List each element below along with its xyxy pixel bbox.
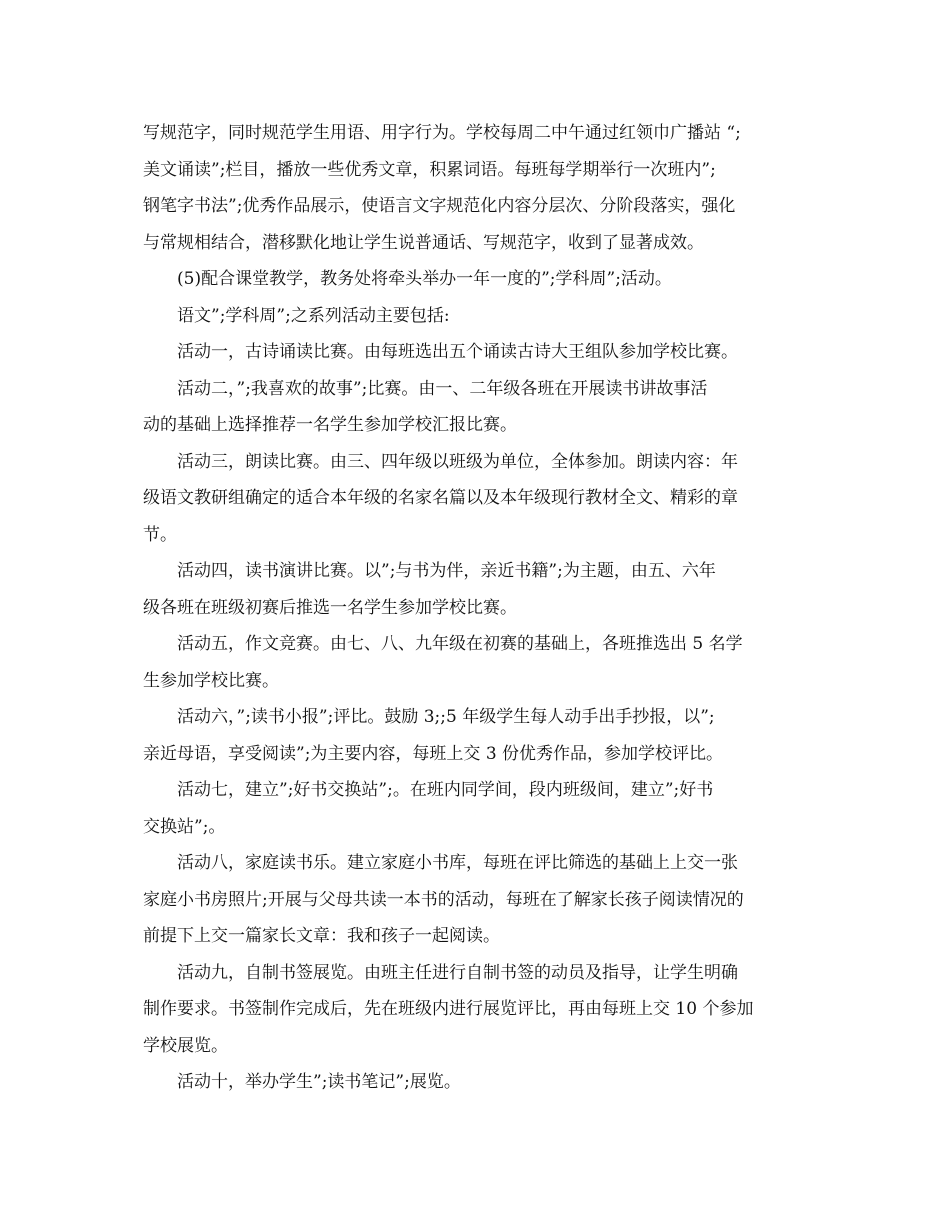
text-line: 活动四，读书演讲比赛。以”;与书为伴，亲近书籍”;为主题，由五、六年 [177, 561, 716, 581]
text-line: 活动十，举办学生”;读书笔记”;展览。 [177, 1072, 461, 1092]
paragraph-activity-10 [143, 1064, 813, 1101]
text-line: 活动九，自制书签展览。由班主任进行自制书签的动员及指导，让学生明确 [177, 962, 738, 983]
text-line: 钢笔字书法”;优秀作品展示，使语言文字规范化内容分层次、分阶段落实，强化 [143, 196, 736, 216]
paragraph-subject-week [143, 261, 813, 298]
text-line: 生参加学校比赛。 [143, 670, 279, 691]
text-line: 级语文教研组确定的适合本年级的名家名篇以及本年级现行教材全文、精彩的章 [143, 488, 738, 508]
paragraph-activity-4 [143, 553, 813, 626]
paragraph-activity-8 [143, 845, 813, 955]
text-line: (5)配合课堂教学，教务处将牵头举办一年一度的”;学科周”;活动。 [177, 269, 672, 289]
text-line: 活动一，古诗诵读比赛。由每班选出五个诵读古诗大王组队参加学校比赛。 [177, 342, 738, 362]
text-line: 动的基础上选择推荐一名学生参加学校汇报比赛。 [143, 415, 517, 435]
text-line: 学校展览。 [143, 1035, 228, 1056]
text-line: 写规范字，同时规范学生用语、用字行为。学校每周二中午通过红领巾广播站 “; [143, 123, 741, 143]
text-line: 语文”;学科周”;之系列活动主要包括: [177, 305, 450, 326]
paragraph-activities-intro [143, 298, 813, 335]
text-line: 交换站”;。 [143, 816, 226, 837]
paragraph-activity-7 [143, 772, 813, 845]
text-line: 级各班在班级初赛后推选一名学生参加学校比赛。 [143, 597, 517, 618]
text-line: 节。 [143, 524, 177, 545]
paragraph-activity-1 [143, 334, 813, 371]
text-line: 家庭小书房照片;开展与父母共读一本书的活动，每班在了解家长孩子阅读情况的 [143, 889, 744, 910]
text-line: 美文诵读”;栏目，播放一些优秀文章，积累词语。每班每学期举行一次班内”; [143, 159, 716, 180]
text-line: 与常规相结合，潜移默化地让学生说普通话、写规范字，收到了显著成效。 [143, 232, 704, 253]
text-line: 活动七，建立”;好书交换站”;。在班内同学间，段内班级间，建立”;好书 [177, 780, 714, 800]
document-body [143, 115, 813, 1101]
text-line: 活动三，朗读比赛。由三、四年级以班级为单位，全体参加。朗读内容：年 [177, 451, 738, 472]
text-line: 活动六，”;读书小报”;评比。鼓励 3;;5 年级学生每人动手出手抄报，以”; [177, 707, 715, 727]
paragraph-activity-6 [143, 699, 813, 772]
text-line: 活动八，家庭读书乐。建立家庭小书库，每班在评比筛选的基础上上交一张 [177, 853, 738, 873]
paragraph-activity-3 [143, 444, 813, 554]
text-line: 前提下上交一篇家长文章：我和孩子一起阅读。 [143, 926, 500, 946]
text-line: 亲近母语，享受阅读”;为主要内容，每班上交 3 份优秀作品，参加学校评比。 [143, 743, 724, 764]
paragraph-writing-standards [143, 115, 813, 261]
text-line: 活动五，作文竞赛。由七、八、九年级在初赛的基础上，各班推选出 5 名学 [177, 634, 743, 654]
text-line: 活动二，”;我喜欢的故事”;比赛。由一、二年级各班在开展读书讲故事活 [177, 378, 708, 399]
paragraph-activity-5 [143, 626, 813, 699]
paragraph-activity-2 [143, 371, 813, 444]
paragraph-activity-9 [143, 955, 813, 1065]
text-line: 制作要求。书签制作完成后，先在班级内进行展览评比，再由每班上交 10 个参加 [143, 999, 754, 1019]
